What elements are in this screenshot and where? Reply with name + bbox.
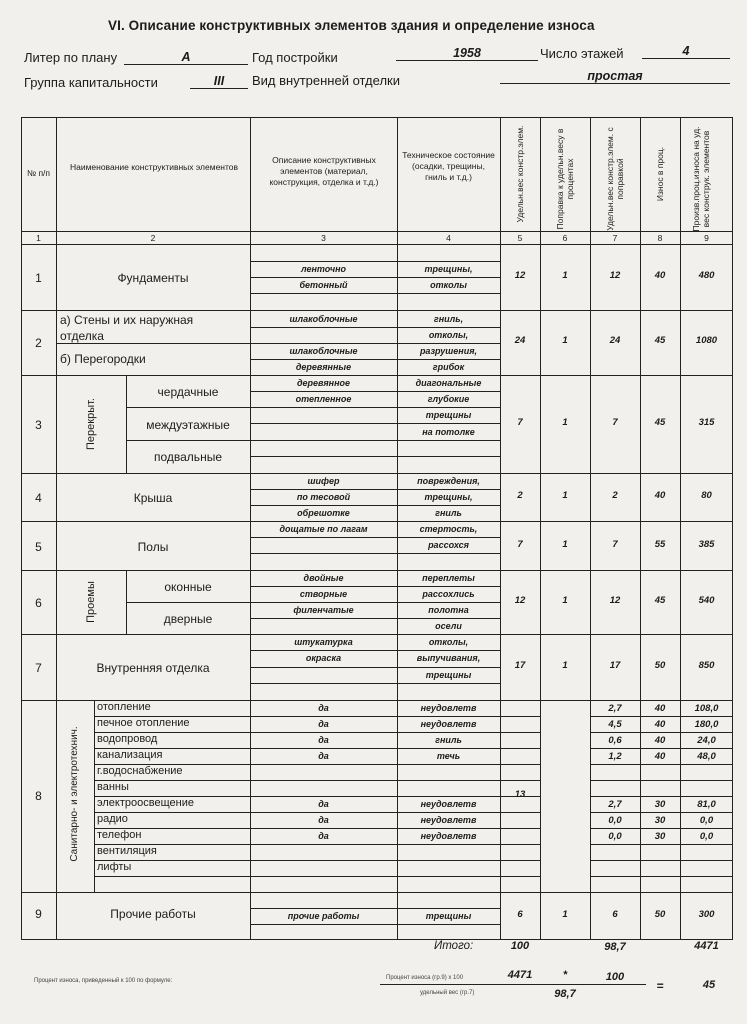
condition: неудовлетв [420, 719, 477, 729]
correction: 1 [562, 539, 568, 550]
col-header-3: Описание конструктивных элементов (материал, конструкция, отделка и т.д.) [269, 155, 379, 187]
condition: трещины [425, 911, 472, 921]
element-name: Полы [137, 540, 169, 554]
condition: отколы, [428, 637, 469, 647]
element-name: а) Стены и их наружная [60, 313, 194, 327]
utility-name: электроосвещение [97, 797, 194, 809]
total-corrected-weight: 98,7 [604, 941, 626, 953]
condition: отколы, [428, 330, 469, 340]
col-num-7: 7 [612, 233, 618, 243]
wear-percent: 40 [654, 751, 666, 762]
correction: 1 [562, 909, 568, 920]
condition: гниль [435, 735, 462, 745]
sub-element: подвальные [153, 450, 222, 464]
formula-denominator-label: удельный вес (гр.7) [420, 990, 475, 996]
formula-result: 45 [702, 979, 716, 991]
row-number: 6 [35, 596, 42, 610]
formula-numerator-label: Процент износа (гр.9) х 100 [386, 975, 464, 981]
description: шлакоблочные [289, 314, 358, 324]
utility-name: водопровод [97, 733, 158, 745]
wear-product: 0,0 [699, 831, 714, 842]
liter-value: А [124, 50, 248, 65]
sub-element: чердачные [157, 385, 219, 399]
wear-percent: 45 [654, 417, 666, 428]
description: да [318, 831, 329, 841]
corrected-weight: 1,2 [608, 751, 622, 762]
condition: гниль, [433, 314, 464, 324]
wear-percent: 55 [654, 539, 666, 550]
row-number: 7 [35, 661, 42, 675]
utility-name: г.водоснабжение [97, 765, 183, 777]
condition: трещины [425, 670, 472, 680]
utility-name: канализация [97, 749, 163, 761]
utility-name: радио [97, 813, 128, 825]
weight: 24 [514, 335, 526, 346]
total-wear-product: 4471 [694, 940, 719, 952]
year-value: 1958 [396, 46, 538, 61]
condition: осели [435, 621, 462, 631]
formula-equals: = [656, 979, 664, 993]
col-header-8: Износ в проц. [655, 146, 665, 202]
col-num-9: 9 [704, 233, 709, 243]
element-name: Крыша [133, 491, 173, 505]
element-name: Внутренняя отделка [96, 661, 210, 675]
condition: неудовлетв [420, 799, 477, 809]
utility-name: печное отопление [97, 717, 190, 729]
weight: 7 [517, 539, 523, 550]
floors-value: 4 [642, 44, 730, 59]
group-label: Санитарно- и электротехнич. [69, 726, 80, 862]
condition: грибок [432, 362, 465, 372]
wear-percent: 40 [654, 735, 666, 746]
wear-percent: 50 [654, 660, 666, 671]
col-num-2: 2 [150, 233, 156, 243]
corrected-weight: 7 [612, 417, 618, 428]
wear-product: 81,0 [697, 799, 716, 810]
correction: 1 [562, 660, 568, 671]
condition: повреждения, [417, 476, 480, 486]
wear-percent: 45 [654, 335, 666, 346]
description: да [318, 815, 329, 825]
formula-caption: Процент износа, приведенный к 100 по формуле: [34, 978, 173, 984]
corrected-weight: 6 [612, 909, 618, 920]
wear-percent: 45 [654, 595, 666, 606]
col-header-4: Техническое состояние (осадки, трещины, гниль и т.д.) [402, 150, 495, 182]
corrected-weight: 2 [612, 490, 618, 501]
document-title: VI. Описание конструктивных элементов здания и определение износа [108, 18, 595, 33]
group-label: Группа капитальности [24, 75, 158, 90]
condition: трещины [425, 410, 472, 420]
row-number: 4 [35, 491, 42, 505]
description: бетонный [299, 280, 348, 290]
correction: 1 [562, 595, 568, 606]
row-number: 9 [35, 907, 42, 921]
formula-num1: 4471 [507, 969, 533, 981]
corrected-weight: 12 [609, 595, 621, 606]
condition: переплеты [422, 573, 475, 583]
condition: гниль [435, 508, 462, 518]
description: филенчатые [293, 605, 354, 615]
corrected-weight: 0,0 [608, 831, 622, 842]
formula-denominator: 98,7 [554, 988, 576, 1000]
description: окраска [305, 653, 342, 663]
wear-product: 180,0 [694, 719, 719, 730]
wear-product: 24,0 [697, 735, 716, 746]
corrected-weight: 7 [612, 539, 618, 550]
row-number: 3 [35, 418, 42, 432]
utility-name: ванны [97, 781, 129, 793]
condition: на потолке [422, 427, 475, 437]
wear-product: 1080 [695, 335, 718, 346]
totals-label: Итого: [434, 940, 474, 952]
group-label: Перекрыт. [85, 398, 97, 450]
wear-percent: 40 [654, 719, 666, 730]
weight: 17 [514, 660, 526, 671]
description: да [318, 735, 329, 745]
corrected-weight: 12 [609, 270, 621, 281]
correction: 1 [562, 490, 568, 501]
wear-percent: 30 [654, 799, 666, 810]
condition: диагональные [415, 378, 482, 388]
formula-times: * [562, 969, 568, 981]
element-name: Прочие работы [110, 907, 196, 921]
corrected-weight: 24 [609, 335, 621, 346]
floors-label: Число этажей [540, 46, 624, 61]
col-header-2: Наименование конструктивных элементов [69, 162, 239, 172]
description: двойные [303, 573, 344, 583]
corrected-weight: 4,5 [608, 719, 622, 730]
description: обрешотке [297, 508, 350, 518]
condition: трещины, [424, 264, 473, 274]
correction: 1 [562, 270, 568, 281]
element-name: отделка [60, 329, 104, 343]
description: отепленное [295, 394, 352, 404]
condition: трещины, [424, 492, 473, 502]
row-number: 8 [35, 789, 42, 803]
condition: полотна [428, 605, 469, 615]
wear-percent: 30 [654, 815, 666, 826]
description: шлакоблочные [289, 346, 358, 356]
col-header-1: № п/п [26, 168, 51, 178]
weight: 12 [514, 270, 526, 281]
description: шифер [307, 476, 340, 486]
condition: отколы [430, 280, 467, 290]
wear-product: 300 [698, 909, 715, 920]
description: да [318, 719, 329, 729]
utility-name: лифты [97, 861, 132, 873]
wear-percent: 40 [654, 703, 666, 714]
condition: стертость, [419, 524, 478, 534]
wear-product: 315 [698, 417, 715, 428]
row-number: 2 [35, 336, 42, 350]
description: дощатые по лагам [279, 524, 368, 534]
wear-percent: 50 [654, 909, 666, 920]
wear-percent: 30 [654, 831, 666, 842]
utility-name: отопление [97, 701, 151, 713]
wear-product: 480 [698, 270, 715, 281]
col-header-9: Произв.проц.износа на уд. вес конструк. элементов [691, 126, 711, 232]
col-num-4: 4 [446, 233, 451, 243]
description: прочие работы [287, 911, 360, 921]
row-number: 5 [35, 540, 42, 554]
weight: 12 [514, 595, 526, 606]
element-name: б) Перегородки [60, 352, 146, 366]
description: по тесовой [296, 492, 351, 502]
liter-label: Литер по плану [24, 50, 118, 65]
wear-product: 385 [698, 539, 715, 550]
finish-label: Вид внутренней отделки [252, 73, 400, 88]
corrected-weight: 0,0 [608, 815, 622, 826]
corrected-weight: 2,7 [608, 799, 622, 810]
wear-product: 48,0 [697, 751, 716, 762]
col-num-5: 5 [517, 233, 523, 243]
description: штукатурка [294, 637, 353, 647]
col-header-5: Удельн.вес констр.элем. [515, 125, 525, 223]
col-num-6: 6 [562, 233, 568, 243]
condition: выпучивания, [416, 653, 481, 663]
correction: 1 [562, 417, 568, 428]
col-num-8: 8 [657, 233, 663, 243]
description: деревянное [296, 378, 351, 388]
condition: течь [436, 751, 461, 761]
row-number: 1 [35, 271, 42, 285]
condition: рассохлись [422, 589, 475, 599]
wear-product: 108,0 [694, 703, 719, 714]
group-value: III [190, 74, 248, 89]
corrected-weight: 17 [609, 660, 621, 671]
col-header-7: Удельн.вес констр.элем. с поправкой [605, 127, 625, 231]
description: да [318, 799, 329, 809]
weight: 7 [517, 417, 523, 428]
condition: неудовлетв [420, 703, 477, 713]
sub-element: дверные [163, 612, 213, 626]
description: деревянные [295, 362, 352, 372]
wear-percent: 40 [654, 270, 666, 281]
description: да [318, 751, 329, 761]
sub-element: междуэтажные [146, 418, 230, 432]
condition: рассохся [428, 540, 469, 550]
description: створные [299, 589, 348, 599]
condition: неудовлетв [420, 831, 477, 841]
weight: 13 [514, 789, 526, 800]
finish-value: простая [500, 69, 730, 84]
group-label: Проемы [85, 581, 97, 623]
wear-product: 540 [698, 595, 715, 606]
description: ленточно [300, 264, 347, 274]
condition: разрушения, [419, 346, 478, 356]
utility-name: вентиляция [97, 845, 157, 857]
wear-product: 80 [701, 490, 712, 501]
formula-num2: 100 [605, 971, 625, 983]
corrected-weight: 2,7 [608, 703, 622, 714]
wear-product: 0,0 [699, 815, 714, 826]
sub-element: оконные [164, 580, 212, 594]
element-name: Фундаменты [117, 271, 189, 285]
total-weight: 100 [510, 940, 530, 952]
wear-percent: 40 [654, 490, 666, 501]
utility-name: телефон [97, 829, 142, 841]
description: да [318, 703, 329, 713]
condition: глубокие [427, 394, 470, 404]
weight: 2 [517, 490, 523, 501]
correction: 1 [562, 335, 568, 346]
weight: 6 [517, 909, 523, 920]
col-num-3: 3 [321, 233, 326, 243]
condition: неудовлетв [420, 815, 477, 825]
wear-product: 850 [698, 660, 715, 671]
corrected-weight: 0,6 [608, 735, 622, 746]
year-label: Год постройки [252, 50, 338, 65]
col-header-6: Поправка к удельн.весу в процентах [555, 128, 575, 230]
col-num-1: 1 [36, 233, 41, 243]
